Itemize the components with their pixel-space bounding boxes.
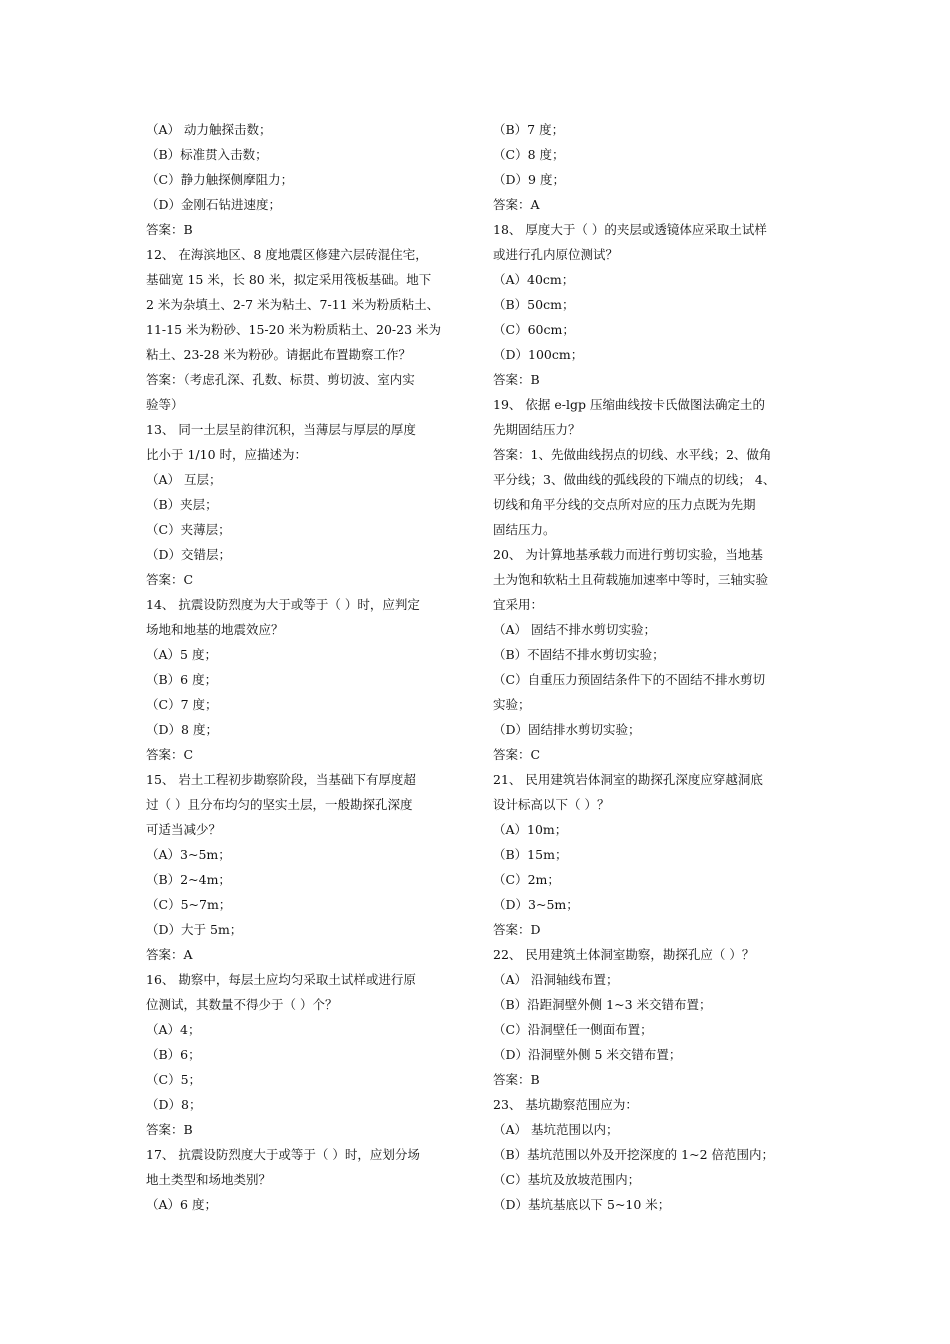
text-line: （B）沿距洞壁外侧 1~3 米交错布置；	[493, 997, 712, 1012]
text-line: 答案：D	[493, 922, 541, 937]
text-line: 答案：A	[493, 197, 540, 212]
text-line: （C）基坑及放坡范围内；	[493, 1172, 641, 1187]
text-line: （D）100cm；	[493, 347, 584, 362]
text-line: （A）5 度；	[146, 647, 217, 662]
text-line: （B）50cm；	[493, 297, 575, 312]
text-line: （D）基坑基底以下 5~10 米；	[493, 1197, 671, 1212]
text-line: （A） 互层；	[146, 472, 222, 487]
text-line: 答案：B	[146, 1122, 193, 1137]
text-line: （B）7 度；	[493, 122, 565, 137]
text-line: （C）60cm；	[493, 322, 575, 337]
text-line: （C）静力触探侧摩阻力；	[146, 172, 294, 187]
text-line: 切线和角平分线的交点所对应的压力点既为先期	[493, 497, 756, 512]
text-line: 17、 抗震设防烈度大于或等于（ ）时，应划分场	[146, 1147, 420, 1162]
text-line: （C）7 度；	[146, 697, 218, 712]
text-line: （C）2m；	[493, 872, 560, 887]
text-line: 位测试，其数量不得少于（ ）个？	[146, 997, 338, 1012]
text-line: （B）2~4m；	[146, 872, 231, 887]
text-line: （A） 沿洞轴线布置；	[493, 972, 619, 987]
text-line: 平分线；3、做曲线的弧线段的下端点的切线； 4、	[493, 472, 776, 487]
text-line: 验等）	[146, 397, 184, 412]
text-line: （D）9 度；	[493, 172, 565, 187]
text-line: 答案：A	[146, 947, 193, 962]
text-line: 答案：C	[493, 747, 541, 762]
text-line: 基础宽 15 米，长 80 米，拟定采用筏板基础。地下	[146, 272, 432, 287]
text-line: 18、 厚度大于（ ）的夹层或透镜体应采取土试样	[493, 222, 767, 237]
text-line: （A）3~5m；	[146, 847, 231, 862]
text-line: 答案：B	[146, 222, 193, 237]
text-line: 答案：B	[493, 372, 540, 387]
text-line: （B）15m；	[493, 847, 568, 862]
text-line: 过（ ）且分布均匀的坚实土层，一般勘探孔深度	[146, 797, 413, 812]
text-line: 宜采用：	[493, 597, 544, 612]
text-line: （B）标准贯入击数；	[146, 147, 268, 162]
text-line: （C）沿洞壁任一侧面布置；	[493, 1022, 653, 1037]
right-column	[493, 117, 818, 1217]
text-line: （D）交错层；	[146, 547, 232, 562]
text-line: 比小于 1/10 时，应描述为：	[146, 447, 308, 462]
text-line: （A） 固结不排水剪切实验；	[493, 622, 657, 637]
text-line: （C）夹薄层；	[146, 522, 231, 537]
text-line: （A） 基坑范围以内；	[493, 1122, 619, 1137]
text-line: 粘土、23-28 米为粉砂。请据此布置勘察工作？	[146, 347, 412, 362]
text-line: （C）8 度；	[493, 147, 565, 162]
text-line: 14、 抗震设防烈度为大于或等于（ ）时，应判定	[146, 597, 420, 612]
text-line: 12、 在海滨地区、8 度地震区修建六层砖混住宅，	[146, 247, 428, 262]
text-line: 2 米为杂填土、2-7 米为粘土、7-11 米为粉质粘土、	[146, 297, 440, 312]
text-line: （C）自重压力预固结条件下的不固结不排水剪切	[493, 672, 766, 687]
text-line: （D）金刚石钻进速度；	[146, 197, 282, 212]
text-line: （B）夹层；	[146, 497, 218, 512]
text-line: 或进行孔内原位测试？	[493, 247, 619, 262]
text-line: 13、 同一土层呈韵律沉积，当薄层与厚层的厚度	[146, 422, 416, 437]
text-line: 设计标高以下（ ）？	[493, 797, 610, 812]
text-line: 答案：C	[146, 747, 194, 762]
text-line: 19、 依据 e-lgp 压缩曲线按卡氏做图法确定土的	[493, 397, 765, 412]
text-line: （A） 动力触探击数；	[146, 122, 272, 137]
text-line: 地土类型和场地类别？	[146, 1172, 272, 1187]
text-line: 土为饱和软粘土且荷载施加速率中等时，三轴实验	[493, 572, 769, 587]
text-line: （A）40cm；	[493, 272, 575, 287]
text-line: 23、 基坑勘察范围应为：	[493, 1097, 638, 1112]
text-line: （C）5~7m；	[146, 897, 232, 912]
text-line: （D）8；	[146, 1097, 202, 1112]
text-line: （B）不固结不排水剪切实验；	[493, 647, 665, 662]
text-line: 22、 民用建筑土体洞室勘察，勘探孔应（ ）？	[493, 947, 755, 962]
text-line: （B）6 度；	[146, 672, 218, 687]
text-line: 固结压力。	[493, 522, 556, 537]
text-line: （A）4；	[146, 1022, 201, 1037]
text-line: （D）8 度；	[146, 722, 218, 737]
text-line: 11-15 米为粉砂、15-20 米为粉质粘土、20-23 米为	[146, 322, 442, 337]
text-line: 先期固结压力？	[493, 422, 581, 437]
text-line: 15、 岩土工程初步勘察阶段，当基础下有厚度超	[146, 772, 416, 787]
text-line: （D）大于 5m；	[146, 922, 243, 937]
text-line: 答案：（考虑孔深、孔数、标贯、剪切波、室内实	[146, 372, 415, 387]
text-line: （D）3~5m；	[493, 897, 579, 912]
text-line: 可适当减少？	[146, 822, 222, 837]
text-line: （B）基坑范围以外及开挖深度的 1~2 倍范围内；	[493, 1147, 775, 1162]
text-line: 答案：1、先做曲线拐点的切线、水平线；2、做角	[493, 447, 772, 462]
text-line: 20、 为计算地基承载力而进行剪切实验，当地基	[493, 547, 763, 562]
text-line: （A）10m；	[493, 822, 568, 837]
text-line: 16、 勘察中，每层土应均匀采取土试样或进行原	[146, 972, 416, 987]
text-line: （B）6；	[146, 1047, 201, 1062]
left-column	[146, 117, 471, 1217]
text-line: 21、 民用建筑岩体洞室的勘探孔深度应穿越洞底	[493, 772, 763, 787]
text-line: 答案：C	[146, 572, 194, 587]
text-line: 答案：B	[493, 1072, 540, 1087]
text-line: （D）固结排水剪切实验；	[493, 722, 641, 737]
text-line: （C）5；	[146, 1072, 202, 1087]
text-line: （D）沿洞壁外侧 5 米交错布置；	[493, 1047, 682, 1062]
text-line: 场地和地基的地震效应？	[146, 622, 284, 637]
text-line: （A）6 度；	[146, 1197, 217, 1212]
text-line: 实验；	[493, 697, 531, 712]
